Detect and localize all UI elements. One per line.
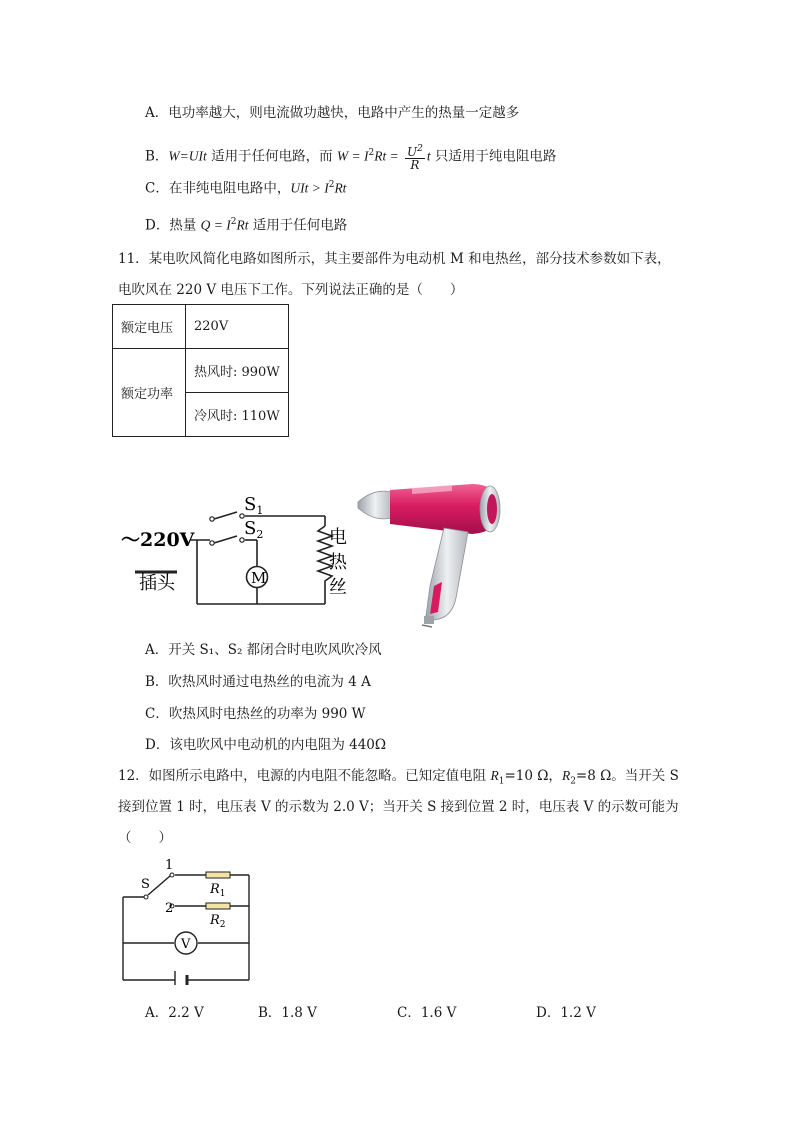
plug-label: 插头 [139,573,175,594]
table-row [113,349,289,393]
rated-voltage-value: 220V [186,305,289,349]
voltage-source-label: ～220V [121,529,195,551]
q12-option-d: D．1.2 V [536,1005,596,1021]
q11-option-b: B．吹热风时通过电热丝的电流为 4 A [145,674,371,690]
q11-option-a: A．开关 S₁、S₂ 都闭合时电吹风吹冷风 [145,642,382,658]
table-row [113,305,289,349]
rated-power-label: 额定功率 [113,349,186,437]
q11-stem-line2: 电吹风在 220 V 电压下工作。下列说法正确的是（ ） [118,282,464,298]
q12-option-c: C．1.6 V [397,1005,457,1021]
spec-table [112,304,289,437]
switch-s2-label: $S_2$ [244,518,264,541]
q10-option-d: D．热量 $Q = I^2Rt$ 适用于任何电路 [145,217,348,234]
q10-option-b: B．W=UIt 适用于任何电路，而 $W = I^2Rt$ = $\frac{U^2}{R}$ t 只适用于纯电阻电路 [145,144,557,172]
q11-stem-line1: 11．某电吹风简化电路如图所示，其主要部件为电动机 M 和电热丝，部分技术参数如下表， [118,251,671,267]
fraction-u2-over-r: $\frac{U^2}{R}$ [407,144,423,172]
position-2-label: 2 [165,901,174,916]
q12-stem-line2: 接到位置 1 时，电压表 V 的示数为 2.0 V；当开关 S 接到位置 2 时，电压表 V 的示数可能为 [118,799,679,815]
hair-dryer-photo [352,478,504,628]
voltmeter-label: V [181,937,191,952]
hair-dryer-circuit-diagram [115,490,355,615]
resistor-r2-label: $R_2$ [210,913,226,930]
rated-voltage-label: 额定电压 [113,305,186,349]
q11-option-d: D．该电吹风中电动机的内电阻为 440Ω [145,737,387,753]
q12-option-a: A．2.2 V [145,1005,204,1021]
q10-option-a: A．电功率越大，则电流做功越快，电路中产生的热量一定越多 [145,105,520,121]
hot-wind-power: 热风时: 990W [186,349,289,393]
resistor-r1-label: $R_1$ [210,882,226,899]
q10-option-c: C．在非纯电阻电路中，UIt > $I^2Rt$ [145,180,347,197]
position-1-label: 1 [165,858,174,873]
heater-label-2: 热 [329,552,347,573]
q12-stem-line3: （ ） [118,830,172,846]
heater-label-1: 电 [329,527,347,548]
q11-option-c: C．吹热风时电热丝的功率为 990 W [145,706,366,722]
cold-wind-power: 冷风时: 110W [186,393,289,437]
heater-label-3: 丝 [329,577,347,598]
q12-option-b: B．1.8 V [258,1005,317,1021]
motor-label: M [251,569,267,587]
q12-answers [0,1003,794,1023]
switch-s-label: S [141,877,150,892]
voltmeter-circuit-diagram [118,855,258,985]
switch-s1-label: $S_1$ [244,494,264,517]
q12-stem-line1: 12．如图所示电路中，电源的内电阻不能忽略。已知定值电阻 $R_1=10$ Ω，$R_2=8$ Ω。当开关 S [118,768,679,787]
